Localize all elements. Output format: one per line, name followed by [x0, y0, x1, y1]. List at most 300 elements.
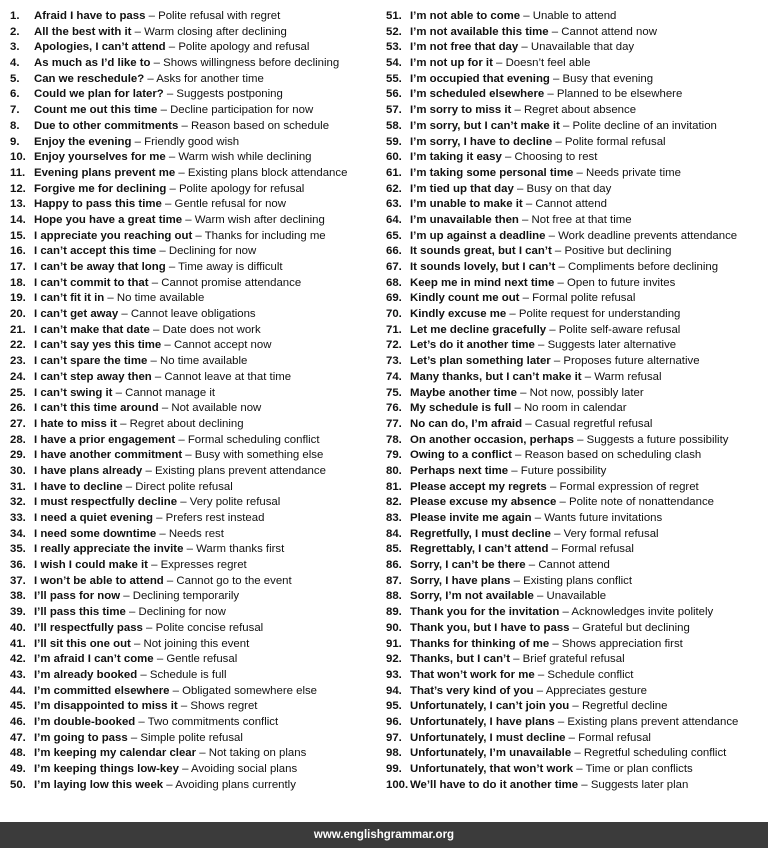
item-number: 26.: [10, 402, 26, 415]
item-meaning: Simple polite refusal: [140, 731, 243, 744]
item-phrase: We’ll have to do it another time: [410, 778, 579, 791]
list-item: [386, 778, 766, 794]
item-separator: –: [192, 229, 205, 242]
item-meaning: Not now, possibly later: [529, 386, 644, 399]
list-item: [386, 291, 766, 307]
item-number: 22.: [10, 339, 26, 352]
item-meaning: Time or plan conflicts: [585, 763, 693, 775]
list-item: [10, 135, 382, 151]
item-meaning: Decline participation for now: [170, 104, 314, 117]
list-item: [386, 480, 766, 496]
item-phrase: Due to other commitments: [34, 119, 179, 132]
list-item: [10, 244, 382, 260]
item-meaning: Suggests later alternative: [547, 339, 677, 352]
list-item: [10, 762, 382, 778]
item-phrase: I really appreciate the invite: [34, 543, 184, 556]
item-number: 39.: [10, 606, 26, 619]
item-meaning: Formal polite refusal: [532, 292, 636, 305]
item-meaning: Existing plans block attendance: [187, 166, 348, 179]
item-separator: –: [131, 25, 145, 38]
item-phrase: I have a prior engagement: [34, 433, 176, 446]
item-number: 18.: [10, 276, 26, 289]
item-phrase: I can’t be away that long: [34, 261, 166, 273]
item-separator: –: [519, 292, 533, 305]
item-separator: –: [510, 653, 523, 666]
item-separator: –: [548, 25, 562, 38]
item-number: 8.: [10, 119, 20, 132]
item-meaning: Grateful but declining: [582, 621, 690, 634]
item-separator: –: [511, 104, 524, 117]
list-item: [10, 401, 382, 417]
item-meaning: Open to future invites: [567, 276, 676, 289]
item-meaning: Declining for now: [138, 606, 226, 619]
item-separator: –: [573, 433, 587, 446]
list-item: [10, 746, 382, 762]
item-phrase: Can we reschedule?: [34, 72, 145, 85]
list-item: [386, 56, 766, 72]
item-separator: –: [511, 402, 524, 415]
item-meaning: Regret about absence: [523, 104, 637, 117]
list-item: [10, 182, 382, 198]
item-number: 24.: [10, 370, 26, 383]
item-phrase: I can’t get away: [34, 308, 119, 321]
list-item: [386, 166, 766, 182]
item-meaning: Reason based on scheduling clash: [524, 449, 702, 462]
item-number: 77.: [386, 417, 402, 430]
list-item: [10, 291, 382, 307]
item-number: 17.: [10, 261, 26, 273]
item-separator: –: [578, 778, 591, 791]
item-phrase: Happy to pass this time: [34, 198, 162, 211]
item-number: 75.: [386, 386, 402, 399]
item-meaning: Gentle refusal for now: [174, 198, 286, 211]
item-number: 62.: [386, 182, 402, 195]
item-separator: –: [554, 715, 568, 728]
item-phrase: Unfortunately, I have plans: [410, 715, 555, 728]
item-phrase: I’m scheduled elsewhere: [410, 88, 545, 101]
item-number: 63.: [386, 198, 402, 211]
item-meaning: Polite note of nonattendance: [568, 496, 714, 509]
item-separator: –: [544, 88, 557, 101]
item-phrase: I hate to miss it: [34, 417, 117, 430]
item-separator: –: [518, 213, 532, 226]
item-separator: –: [161, 339, 174, 352]
item-separator: –: [131, 135, 145, 148]
item-meaning: Unable to attend: [532, 10, 617, 22]
item-separator: –: [508, 464, 521, 477]
item-meaning: Suggests postponing: [176, 88, 283, 101]
item-phrase: I can’t fit it in: [34, 292, 105, 305]
item-separator: –: [178, 119, 191, 132]
item-meaning: Cannot attend: [535, 198, 607, 211]
list-item: [10, 197, 382, 213]
item-phrase: I’m disappointed to miss it: [34, 700, 178, 713]
item-phrase: I’m not free that day: [410, 41, 519, 54]
item-number: 84.: [386, 527, 402, 540]
list-item: [386, 87, 766, 103]
item-meaning: Warm thanks first: [196, 543, 285, 556]
item-phrase: Regretfully, I must decline: [410, 527, 551, 540]
item-number: 59.: [386, 135, 402, 148]
item-phrase: No can do, I’m afraid: [410, 417, 523, 430]
list-item: [10, 417, 382, 433]
item-phrase: As much as I’d like to: [34, 57, 151, 70]
list-item: [386, 401, 766, 417]
list-item: [10, 307, 382, 323]
item-phrase: I wish I could make it: [34, 559, 148, 572]
item-separator: –: [153, 512, 166, 524]
item-meaning: Cannot attend: [538, 559, 610, 572]
item-separator: –: [546, 480, 560, 493]
item-number: 58.: [386, 119, 402, 132]
item-separator: –: [118, 308, 131, 321]
item-phrase: I’m unavailable then: [410, 213, 519, 226]
item-separator: –: [501, 151, 515, 164]
item-number: 42.: [10, 653, 26, 666]
item-meaning: Polite apology for refusal: [178, 182, 305, 195]
item-number: 34.: [10, 527, 26, 540]
list-item: [10, 119, 382, 135]
item-phrase: Kindly excuse me: [410, 308, 507, 321]
item-meaning: Appreciates gesture: [545, 684, 647, 697]
item-meaning: Existing plans conflict: [523, 574, 633, 587]
item-number: 4.: [10, 57, 20, 70]
item-meaning: Needs private time: [585, 166, 681, 179]
item-separator: –: [516, 386, 530, 399]
item-meaning: Planned to be elsewhere: [556, 88, 683, 101]
item-separator: –: [149, 323, 163, 336]
list-item: [10, 684, 382, 700]
item-separator: –: [534, 339, 548, 352]
list-item: [386, 621, 766, 637]
item-number: 51.: [386, 10, 402, 22]
item-phrase: I’ll pass for now: [34, 590, 121, 603]
item-meaning: No time available: [116, 292, 205, 305]
item-phrase: Thank you, but I have to pass: [410, 621, 570, 634]
item-phrase: I’m committed elsewhere: [34, 684, 170, 697]
item-number: 52.: [386, 25, 402, 38]
item-phrase: Apologies, I can’t attend: [34, 41, 166, 54]
item-number: 71.: [386, 323, 402, 336]
list-item: [386, 9, 766, 25]
item-meaning: No room in calendar: [523, 402, 627, 415]
item-meaning: Warm closing after declining: [144, 25, 287, 38]
item-phrase: Kindly count me out: [410, 292, 520, 305]
item-separator: –: [163, 88, 177, 101]
item-meaning: Polite decline of an invitation: [572, 119, 717, 132]
item-meaning: Asks for another time: [156, 72, 264, 85]
list-item: [10, 652, 382, 668]
item-number: 81.: [386, 480, 402, 493]
list-item: [10, 511, 382, 527]
item-meaning: Polite self-aware refusal: [558, 323, 681, 336]
item-separator: –: [135, 715, 148, 728]
item-separator: –: [147, 559, 161, 572]
footer-bar: [0, 822, 768, 848]
item-separator: –: [112, 386, 126, 399]
list-item: [10, 433, 382, 449]
item-number: 89.: [386, 606, 402, 619]
item-separator: –: [552, 135, 565, 148]
item-number: 94.: [386, 684, 402, 697]
item-meaning: Cannot manage it: [125, 386, 216, 399]
list-item: [10, 715, 382, 731]
item-separator: –: [166, 182, 179, 195]
item-meaning: Expresses regret: [160, 559, 247, 572]
item-meaning: Cannot go to the event: [176, 574, 292, 587]
item-number: 31.: [10, 480, 26, 493]
list-item: [10, 558, 382, 574]
item-phrase: I can’t make that date: [34, 323, 150, 336]
item-phrase: On another occasion, perhaps: [410, 433, 574, 446]
item-phrase: Sorry, I have plans: [410, 574, 511, 587]
item-separator: –: [549, 72, 563, 85]
item-phrase: Could we plan for later?: [34, 88, 164, 101]
item-separator: –: [533, 590, 547, 603]
item-number: 45.: [10, 700, 26, 713]
item-separator: –: [511, 449, 525, 462]
item-phrase: My schedule is full: [410, 402, 512, 415]
item-number: 36.: [10, 559, 26, 572]
item-number: 100.: [386, 778, 409, 791]
footer-url[interactable]: www.englishgrammar.org: [313, 829, 455, 841]
item-number: 33.: [10, 512, 26, 524]
phrase-column-left: [10, 9, 382, 793]
item-separator: –: [142, 621, 156, 634]
item-phrase: Please excuse my absence: [410, 496, 557, 509]
item-number: 30.: [10, 464, 26, 477]
item-meaning: Needs rest: [168, 527, 224, 540]
item-meaning: Wants future invitations: [544, 512, 663, 524]
item-phrase: I can’t commit to that: [34, 276, 149, 289]
list-item: [10, 150, 382, 166]
item-meaning: Cannot leave at that time: [164, 370, 292, 383]
item-separator: –: [161, 198, 175, 211]
item-meaning: Warm wish after declining: [194, 213, 325, 226]
list-item: [10, 637, 382, 653]
item-phrase: Thanks, but I can’t: [410, 653, 510, 666]
item-phrase: Please accept my regrets: [410, 480, 547, 493]
item-phrase: That’s very kind of you: [410, 684, 534, 697]
item-number: 40.: [10, 621, 26, 634]
item-separator: –: [534, 668, 548, 681]
item-meaning: Suggests a future possibility: [586, 433, 729, 446]
list-item: [10, 370, 382, 386]
item-meaning: Polite formal refusal: [564, 135, 666, 148]
list-item: [386, 213, 766, 229]
list-item: [386, 589, 766, 605]
item-phrase: I can’t step away then: [34, 370, 152, 383]
item-number: 53.: [386, 41, 402, 54]
list-item: [10, 338, 382, 354]
item-number: 92.: [386, 653, 402, 666]
item-separator: –: [571, 747, 584, 760]
item-separator: –: [177, 700, 191, 713]
item-number: 88.: [386, 590, 402, 603]
item-phrase: I’m keeping things low-key: [34, 763, 179, 775]
list-item: [386, 182, 766, 198]
item-phrase: I’m double-booked: [34, 715, 136, 728]
list-item: [10, 731, 382, 747]
item-number: 20.: [10, 308, 26, 321]
item-number: 3.: [10, 41, 20, 54]
item-meaning: Formal expression of regret: [559, 480, 699, 493]
item-number: 64.: [386, 213, 402, 226]
list-item: [10, 213, 382, 229]
item-phrase: I appreciate you reaching out: [34, 229, 193, 242]
item-meaning: Busy with something else: [194, 449, 324, 462]
item-phrase: Unfortunately, I must decline: [410, 731, 566, 744]
item-number: 9.: [10, 135, 20, 148]
item-separator: –: [531, 512, 545, 524]
item-phrase: It sounds great, but I can’t: [410, 245, 552, 258]
item-meaning: Proposes future alternative: [563, 355, 700, 368]
item-separator: –: [130, 637, 144, 650]
item-meaning: Avoiding social plans: [191, 763, 298, 775]
list-item: [386, 197, 766, 213]
list-item: [10, 276, 382, 292]
item-meaning: Cannot attend now: [561, 25, 657, 38]
item-separator: –: [525, 559, 539, 572]
item-phrase: I won’t be able to attend: [34, 574, 164, 587]
item-number: 41.: [10, 637, 26, 650]
item-phrase: Hope you have a great time: [34, 213, 183, 226]
item-phrase: I’m occupied that evening: [410, 72, 550, 85]
item-phrase: I can’t spare the time: [34, 355, 148, 368]
item-phrase: I’m taking it easy: [410, 151, 502, 164]
item-meaning: Not joining this event: [143, 637, 250, 650]
item-separator: –: [169, 684, 183, 697]
item-meaning: Prefers rest instead: [165, 512, 265, 524]
item-phrase: I need some downtime: [34, 527, 157, 540]
item-number: 38.: [10, 590, 26, 603]
item-phrase: Maybe another time: [410, 386, 517, 399]
item-meaning: Friendly good wish: [144, 135, 240, 148]
item-separator: –: [165, 41, 179, 54]
item-number: 99.: [386, 763, 402, 775]
list-item: [10, 699, 382, 715]
item-phrase: Unfortunately, that won’t work: [410, 763, 574, 775]
item-phrase: I need a quiet evening: [34, 512, 153, 524]
list-item: [386, 119, 766, 135]
item-number: 6.: [10, 88, 20, 101]
item-meaning: Future possibility: [520, 464, 607, 477]
item-separator: –: [157, 104, 171, 117]
item-number: 76.: [386, 402, 402, 415]
item-meaning: Time away is difficult: [178, 261, 283, 273]
item-phrase: That won’t work for me: [410, 668, 535, 681]
item-number: 28.: [10, 433, 26, 446]
item-separator: –: [196, 747, 209, 760]
phrase-column-right: [386, 9, 766, 793]
item-number: 49.: [10, 763, 26, 775]
item-number: 70.: [386, 308, 402, 321]
list-item: [10, 668, 382, 684]
item-number: 83.: [386, 512, 402, 524]
list-item: [386, 715, 766, 731]
item-separator: –: [127, 731, 141, 744]
item-phrase: Afraid I have to pass: [34, 10, 146, 22]
item-separator: –: [178, 763, 191, 775]
item-separator: –: [153, 653, 167, 666]
item-number: 7.: [10, 104, 20, 117]
item-phrase: Thank you for the invitation: [410, 606, 560, 619]
item-number: 54.: [386, 57, 402, 70]
item-number: 56.: [386, 88, 402, 101]
item-meaning: Cannot accept now: [173, 339, 272, 352]
item-number: 95.: [386, 700, 402, 713]
item-meaning: Gentle refusal: [166, 653, 238, 666]
list-item: [10, 542, 382, 558]
item-number: 2.: [10, 25, 20, 38]
item-number: 60.: [386, 151, 402, 164]
item-phrase: It sounds lovely, but I can’t: [410, 261, 556, 273]
item-separator: –: [175, 166, 188, 179]
list-item: [386, 417, 766, 433]
item-meaning: Work deadline prevents attendance: [558, 229, 738, 242]
item-phrase: Unfortunately, I can’t join you: [410, 700, 570, 713]
list-item: [10, 464, 382, 480]
item-separator: –: [182, 213, 195, 226]
list-item: [386, 637, 766, 653]
item-number: 27.: [10, 417, 26, 430]
item-phrase: I’ll respectfully pass: [34, 621, 143, 634]
item-phrase: I’m sorry, I have to decline: [410, 135, 553, 148]
item-separator: –: [156, 527, 169, 540]
item-separator: –: [150, 57, 164, 70]
list-item: [386, 40, 766, 56]
list-item: [386, 307, 766, 323]
item-meaning: Regret about declining: [129, 417, 244, 430]
item-phrase: I’m already booked: [34, 668, 138, 681]
item-meaning: Brief grateful refusal: [522, 653, 625, 666]
item-number: 91.: [386, 637, 402, 650]
item-number: 16.: [10, 245, 26, 258]
item-meaning: Obligated somewhere else: [182, 684, 318, 697]
item-separator: –: [533, 684, 546, 697]
item-separator: –: [175, 433, 188, 446]
item-meaning: Busy that evening: [562, 72, 654, 85]
item-phrase: Sorry, I can’t be there: [410, 559, 526, 572]
list-item: [386, 433, 766, 449]
item-separator: –: [163, 574, 177, 587]
item-number: 69.: [386, 292, 402, 305]
item-separator: –: [549, 637, 562, 650]
item-meaning: Reason based on schedule: [190, 119, 330, 132]
list-item: [386, 684, 766, 700]
item-meaning: Warm refusal: [594, 370, 662, 383]
list-item: [10, 386, 382, 402]
item-phrase: I can’t accept this time: [34, 245, 157, 258]
list-item: [386, 464, 766, 480]
item-meaning: Not taking on plans: [208, 747, 307, 760]
list-item: [386, 323, 766, 339]
item-separator: –: [122, 480, 136, 493]
item-separator: –: [573, 166, 586, 179]
item-phrase: I must respectfully decline: [34, 496, 178, 509]
item-separator: –: [556, 496, 569, 509]
item-number: 97.: [386, 731, 402, 744]
list-item: [10, 25, 382, 41]
item-number: 80.: [386, 464, 402, 477]
item-meaning: Avoiding plans currently: [175, 778, 296, 791]
item-meaning: Polite refusal with regret: [158, 10, 281, 22]
list-item: [10, 40, 382, 56]
list-item: [386, 229, 766, 245]
item-phrase: Sorry, I’m not available: [410, 590, 534, 603]
item-phrase: I’m sorry to miss it: [410, 104, 512, 117]
item-meaning: Very polite refusal: [189, 496, 281, 509]
